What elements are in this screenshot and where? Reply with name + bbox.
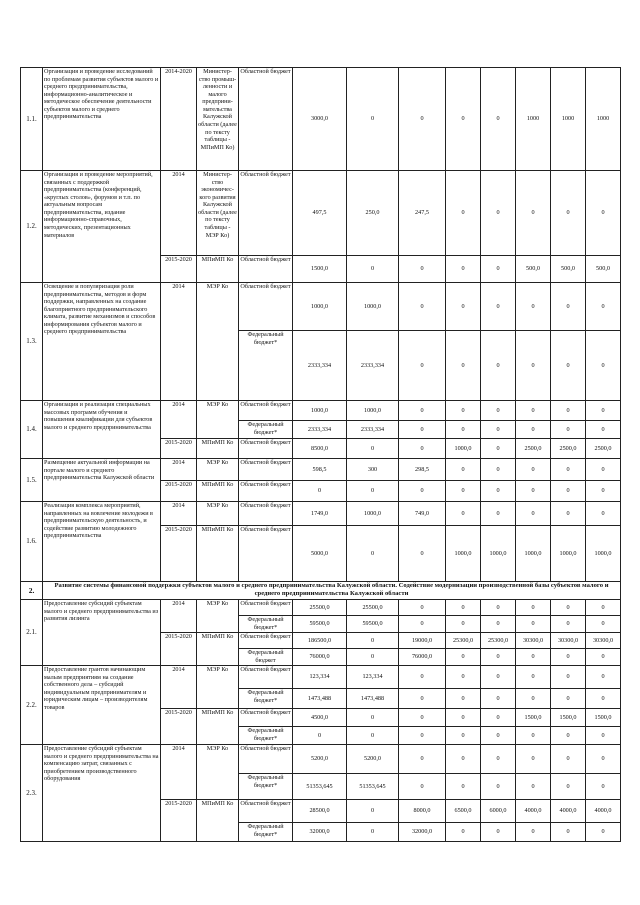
executor-cell: МЭР Ко bbox=[197, 283, 239, 401]
amount-cell: 0 bbox=[551, 649, 586, 666]
amount-cell: 1000,0 bbox=[481, 526, 516, 582]
amount-cell: 51353,645 bbox=[293, 774, 347, 800]
funding-source: Областной бюджет bbox=[239, 256, 293, 283]
item-number: 1.3. bbox=[21, 283, 43, 401]
amount-cell: 30300,0 bbox=[551, 633, 586, 649]
amount-cell: 0 bbox=[551, 600, 586, 616]
amount-cell: 298,5 bbox=[399, 459, 446, 481]
amount-cell: 0 bbox=[516, 649, 551, 666]
amount-cell: 2333,334 bbox=[347, 421, 399, 439]
amount-cell: 0 bbox=[516, 666, 551, 689]
amount-cell: 2500,0 bbox=[516, 439, 551, 459]
amount-cell: 19000,0 bbox=[399, 633, 446, 649]
amount-cell: 0 bbox=[399, 526, 446, 582]
amount-cell: 0 bbox=[551, 616, 586, 633]
item-name: Организация и проведение мероприятий, связанных с поддержкой предпринимательства (конференций, «круглых столов», форумов и т.п. по актуальным вопросам предпринимательства, издание информационно-справочных, методических, презентационных материалов bbox=[43, 171, 161, 283]
amount-cell: 0 bbox=[516, 823, 551, 842]
amount-cell: 8000,0 bbox=[399, 800, 446, 823]
amount-cell: 25500,0 bbox=[347, 600, 399, 616]
amount-cell: 0 bbox=[551, 283, 586, 331]
amount-cell: 0 bbox=[516, 774, 551, 800]
amount-cell: 0 bbox=[551, 689, 586, 709]
executor-cell: МЭР Ко bbox=[197, 502, 239, 526]
years-cell: 2014 bbox=[161, 401, 197, 439]
amount-cell: 0 bbox=[347, 68, 399, 171]
amount-cell: 123,334 bbox=[293, 666, 347, 689]
amount-cell: 0 bbox=[446, 283, 481, 331]
amount-cell: 0 bbox=[446, 171, 481, 256]
item-name: Освещение и популяризация роли предпринимательства, методов и форм поддержки, направленных на создание благоприятного предпринимательского климата, развитие механизмов и способов информирования субъектов малого и среднего предпринимательства bbox=[43, 283, 161, 401]
amount-cell: 8500,0 bbox=[293, 439, 347, 459]
amount-cell: 0 bbox=[586, 823, 621, 842]
amount-cell: 0 bbox=[551, 727, 586, 745]
amount-cell: 0 bbox=[347, 800, 399, 823]
amount-cell: 598,5 bbox=[293, 459, 347, 481]
amount-cell: 0 bbox=[481, 283, 516, 331]
amount-cell: 0 bbox=[516, 401, 551, 421]
amount-cell: 5200,0 bbox=[293, 745, 347, 774]
amount-cell: 0 bbox=[446, 709, 481, 727]
funding-source: Областной бюджет bbox=[239, 439, 293, 459]
amount-cell: 51353,645 bbox=[347, 774, 399, 800]
item-name: Предоставление субсидий субъектам малого и среднего предпринимательства из развития лизинга bbox=[43, 600, 161, 666]
table-row bbox=[21, 68, 621, 171]
executor-cell: МЭР Ко bbox=[197, 459, 239, 481]
funding-source: Областной бюджет bbox=[239, 745, 293, 774]
amount-cell: 28500,0 bbox=[293, 800, 347, 823]
amount-cell: 25300,0 bbox=[481, 633, 516, 649]
funding-source: Федеральный бюджет* bbox=[239, 421, 293, 439]
amount-cell: 0 bbox=[551, 481, 586, 502]
executor-cell: МЭР Ко bbox=[197, 401, 239, 439]
amount-cell: 1500,0 bbox=[586, 709, 621, 727]
amount-cell: 497,5 bbox=[293, 171, 347, 256]
amount-cell: 1473,488 bbox=[293, 689, 347, 709]
amount-cell: 76000,0 bbox=[293, 649, 347, 666]
amount-cell: 0 bbox=[481, 774, 516, 800]
amount-cell: 0 bbox=[481, 68, 516, 171]
amount-cell: 30300,0 bbox=[516, 633, 551, 649]
funding-source: Областной бюджет bbox=[239, 502, 293, 526]
amount-cell: 0 bbox=[586, 401, 621, 421]
amount-cell: 0 bbox=[399, 600, 446, 616]
amount-cell: 0 bbox=[551, 171, 586, 256]
funding-source: Областной бюджет bbox=[239, 600, 293, 616]
amount-cell: 0 bbox=[399, 481, 446, 502]
amount-cell: 0 bbox=[551, 502, 586, 526]
years-cell: 2014 bbox=[161, 666, 197, 709]
amount-cell: 1000,0 bbox=[347, 502, 399, 526]
executor-cell: МПиМП Ко bbox=[197, 481, 239, 502]
amount-cell: 0 bbox=[481, 666, 516, 689]
table-row bbox=[21, 401, 621, 421]
amount-cell: 59500,0 bbox=[347, 616, 399, 633]
amount-cell: 0 bbox=[586, 283, 621, 331]
item-number: 1.1. bbox=[21, 68, 43, 171]
executor-cell: МЭР Ко bbox=[197, 745, 239, 800]
amount-cell: 1749,0 bbox=[293, 502, 347, 526]
item-number: 1.4. bbox=[21, 401, 43, 459]
amount-cell: 186500,0 bbox=[293, 633, 347, 649]
years-cell: 2014-2020 bbox=[161, 68, 197, 171]
amount-cell: 2333,334 bbox=[293, 331, 347, 401]
amount-cell: 1000,0 bbox=[293, 401, 347, 421]
amount-cell: 250,0 bbox=[347, 171, 399, 256]
table-row bbox=[21, 600, 621, 616]
amount-cell: 6500,0 bbox=[446, 800, 481, 823]
years-cell: 2014 bbox=[161, 502, 197, 526]
item-number: 2.2. bbox=[21, 666, 43, 745]
amount-cell: 0 bbox=[446, 331, 481, 401]
amount-cell: 0 bbox=[347, 823, 399, 842]
amount-cell: 0 bbox=[399, 616, 446, 633]
amount-cell: 0 bbox=[399, 727, 446, 745]
executor-cell: МПиМП Ко bbox=[197, 526, 239, 582]
amount-cell: 2500,0 bbox=[551, 439, 586, 459]
amount-cell: 1473,488 bbox=[347, 689, 399, 709]
table-row bbox=[21, 666, 621, 689]
amount-cell: 0 bbox=[481, 709, 516, 727]
amount-cell: 0 bbox=[399, 745, 446, 774]
funding-source: Областной бюджет bbox=[239, 666, 293, 689]
funding-source: Областной бюджет bbox=[239, 709, 293, 727]
amount-cell: 0 bbox=[481, 439, 516, 459]
amount-cell: 0 bbox=[481, 256, 516, 283]
amount-cell: 1000,0 bbox=[446, 526, 481, 582]
amount-cell: 6000,0 bbox=[481, 800, 516, 823]
funding-source: Федеральный бюджет* bbox=[239, 774, 293, 800]
item-number: 1.5. bbox=[21, 459, 43, 502]
executor-cell: Министер-ство промыш-ленности и малого предприни-мательства Калужской области (далее по тексту таблицы - МПиМП Ко) bbox=[197, 68, 239, 171]
amount-cell: 0 bbox=[586, 600, 621, 616]
years-cell: 2015-2020 bbox=[161, 526, 197, 582]
amount-cell: 1000,0 bbox=[516, 526, 551, 582]
amount-cell: 0 bbox=[481, 616, 516, 633]
amount-cell: 0 bbox=[551, 774, 586, 800]
amount-cell: 0 bbox=[399, 68, 446, 171]
section-title: Развитие системы финансовой поддержки субъектов малого и среднего предпринимательства Калужской области. Содействие модернизации производственной базы субъектов малого и среднего предпринимательства Калужской области bbox=[43, 582, 621, 600]
amount-cell: 0 bbox=[446, 459, 481, 481]
amount-cell: 0 bbox=[446, 727, 481, 745]
amount-cell: 0 bbox=[516, 331, 551, 401]
amount-cell: 0 bbox=[551, 421, 586, 439]
amount-cell: 1500,0 bbox=[293, 256, 347, 283]
amount-cell: 0 bbox=[399, 401, 446, 421]
amount-cell: 0 bbox=[586, 171, 621, 256]
amount-cell: 32000,0 bbox=[293, 823, 347, 842]
table-row bbox=[21, 459, 621, 481]
amount-cell: 25500,0 bbox=[293, 600, 347, 616]
amount-cell: 0 bbox=[586, 745, 621, 774]
amount-cell: 0 bbox=[446, 481, 481, 502]
amount-cell: 0 bbox=[446, 401, 481, 421]
amount-cell: 500,0 bbox=[586, 256, 621, 283]
amount-cell: 500,0 bbox=[516, 256, 551, 283]
amount-cell: 0 bbox=[481, 421, 516, 439]
amount-cell: 0 bbox=[399, 709, 446, 727]
amount-cell: 0 bbox=[516, 502, 551, 526]
amount-cell: 0 bbox=[446, 502, 481, 526]
years-cell: 2014 bbox=[161, 745, 197, 800]
amount-cell: 0 bbox=[481, 745, 516, 774]
amount-cell: 76000,0 bbox=[399, 649, 446, 666]
amount-cell: 0 bbox=[481, 727, 516, 745]
amount-cell: 1000,0 bbox=[551, 526, 586, 582]
amount-cell: 1000,0 bbox=[347, 401, 399, 421]
item-name: Предоставление субсидий субъектам малого и среднего предпринимательства на компенсацию затрат, связанных с приобретением производственного оборудования bbox=[43, 745, 161, 842]
amount-cell: 5200,0 bbox=[347, 745, 399, 774]
amount-cell: 4500,0 bbox=[293, 709, 347, 727]
amount-cell: 0 bbox=[516, 481, 551, 502]
amount-cell: 30300,0 bbox=[586, 633, 621, 649]
amount-cell: 2333,334 bbox=[347, 331, 399, 401]
amount-cell: 5000,0 bbox=[293, 526, 347, 582]
amount-cell: 1000 bbox=[551, 68, 586, 171]
amount-cell: 59500,0 bbox=[293, 616, 347, 633]
amount-cell: 0 bbox=[399, 666, 446, 689]
amount-cell: 0 bbox=[516, 459, 551, 481]
amount-cell: 1000,0 bbox=[586, 526, 621, 582]
years-cell: 2015-2020 bbox=[161, 800, 197, 842]
item-name: Предоставление грантов начинающим малым предприятиям на создание собственного дела – субсидий индивидуальным предпринимателям и юридическим лицам – производителям товаров bbox=[43, 666, 161, 745]
amount-cell: 2333,334 bbox=[293, 421, 347, 439]
amount-cell: 0 bbox=[481, 823, 516, 842]
funding-source: Федеральный бюджет* bbox=[239, 616, 293, 633]
funding-source: Областной бюджет bbox=[239, 283, 293, 331]
amount-cell: 0 bbox=[551, 331, 586, 401]
funding-source: Областной бюджет bbox=[239, 401, 293, 421]
executor-cell: МПиМП Ко bbox=[197, 256, 239, 283]
amount-cell: 0 bbox=[347, 526, 399, 582]
amount-cell: 0 bbox=[516, 745, 551, 774]
amount-cell: 123,334 bbox=[347, 666, 399, 689]
funding-source: Федеральный бюджет* bbox=[239, 727, 293, 745]
item-name: Организация и проведение исследований по проблемам развития субъектов малого и среднего предпринимательства, информационно-аналитическое и методическое обеспечение деятельности субъектов малого и среднего предпринимательства bbox=[43, 68, 161, 171]
amount-cell: 0 bbox=[551, 666, 586, 689]
amount-cell: 0 bbox=[516, 283, 551, 331]
amount-cell: 0 bbox=[481, 649, 516, 666]
amount-cell: 4000,0 bbox=[516, 800, 551, 823]
executor-cell: МПиМП Ко bbox=[197, 709, 239, 745]
funding-source: Областной бюджет bbox=[239, 633, 293, 649]
amount-cell: 0 bbox=[586, 727, 621, 745]
table-row bbox=[21, 745, 621, 774]
amount-cell: 0 bbox=[516, 171, 551, 256]
executor-cell: МПиМП Ко bbox=[197, 800, 239, 842]
amount-cell: 0 bbox=[586, 502, 621, 526]
years-cell: 2015-2020 bbox=[161, 709, 197, 745]
amount-cell: 1000,0 bbox=[347, 283, 399, 331]
amount-cell: 0 bbox=[347, 727, 399, 745]
amount-cell: 0 bbox=[586, 331, 621, 401]
table-row bbox=[21, 283, 621, 331]
table-row bbox=[21, 502, 621, 526]
amount-cell: 25300,0 bbox=[446, 633, 481, 649]
amount-cell: 0 bbox=[446, 774, 481, 800]
executor-cell: МПиМП Ко bbox=[197, 633, 239, 666]
amount-cell: 0 bbox=[399, 421, 446, 439]
years-cell: 2014 bbox=[161, 459, 197, 481]
item-number: 1.6. bbox=[21, 502, 43, 582]
amount-cell: 1500,0 bbox=[551, 709, 586, 727]
executor-cell: Министер-ство экономичес-кого развития Калужской области (далее по тексту таблицы - МЭР Ко) bbox=[197, 171, 239, 256]
amount-cell: 0 bbox=[446, 600, 481, 616]
amount-cell: 0 bbox=[516, 727, 551, 745]
amount-cell: 0 bbox=[347, 439, 399, 459]
amount-cell: 1000,0 bbox=[446, 439, 481, 459]
amount-cell: 0 bbox=[516, 421, 551, 439]
amount-cell: 0 bbox=[399, 774, 446, 800]
amount-cell: 0 bbox=[586, 481, 621, 502]
amount-cell: 0 bbox=[481, 689, 516, 709]
amount-cell: 0 bbox=[347, 481, 399, 502]
amount-cell: 0 bbox=[399, 283, 446, 331]
amount-cell: 0 bbox=[551, 459, 586, 481]
amount-cell: 0 bbox=[347, 709, 399, 727]
amount-cell: 0 bbox=[399, 689, 446, 709]
amount-cell: 3000,0 bbox=[293, 68, 347, 171]
amount-cell: 0 bbox=[586, 689, 621, 709]
item-number: 1.2. bbox=[21, 171, 43, 283]
amount-cell: 0 bbox=[481, 459, 516, 481]
amount-cell: 1500,0 bbox=[516, 709, 551, 727]
amount-cell: 0 bbox=[516, 600, 551, 616]
funding-source: Областной бюджет bbox=[239, 459, 293, 481]
amount-cell: 0 bbox=[586, 774, 621, 800]
amount-cell: 0 bbox=[481, 502, 516, 526]
amount-cell: 1000 bbox=[586, 68, 621, 171]
funding-source: Областной бюджет bbox=[239, 800, 293, 823]
amount-cell: 749,0 bbox=[399, 502, 446, 526]
section-row bbox=[21, 582, 621, 600]
amount-cell: 4000,0 bbox=[551, 800, 586, 823]
program-activities-table bbox=[20, 67, 621, 842]
funding-source: Областной бюджет bbox=[239, 171, 293, 256]
amount-cell: 32000,0 bbox=[399, 823, 446, 842]
item-number: 2.3. bbox=[21, 745, 43, 842]
amount-cell: 0 bbox=[481, 171, 516, 256]
years-cell: 2014 bbox=[161, 283, 197, 401]
funding-source: Федеральный бюджет* bbox=[239, 689, 293, 709]
years-cell: 2014 bbox=[161, 600, 197, 633]
amount-cell: 0 bbox=[446, 256, 481, 283]
amount-cell: 0 bbox=[551, 823, 586, 842]
amount-cell: 0 bbox=[516, 616, 551, 633]
years-cell: 2015-2020 bbox=[161, 633, 197, 666]
amount-cell: 0 bbox=[347, 256, 399, 283]
amount-cell: 0 bbox=[586, 666, 621, 689]
amount-cell: 0 bbox=[516, 689, 551, 709]
table-row bbox=[21, 171, 621, 256]
executor-cell: МЭР Ко bbox=[197, 666, 239, 709]
funding-source: Федеральный бюджет bbox=[239, 649, 293, 666]
program-table-page bbox=[20, 67, 621, 842]
funding-source: Федеральный бюджет* bbox=[239, 823, 293, 842]
amount-cell: 1000,0 bbox=[293, 283, 347, 331]
amount-cell: 0 bbox=[446, 421, 481, 439]
years-cell: 2015-2020 bbox=[161, 481, 197, 502]
amount-cell: 0 bbox=[446, 68, 481, 171]
amount-cell: 247,5 bbox=[399, 171, 446, 256]
amount-cell: 0 bbox=[551, 745, 586, 774]
amount-cell: 300 bbox=[347, 459, 399, 481]
amount-cell: 0 bbox=[481, 481, 516, 502]
amount-cell: 0 bbox=[586, 616, 621, 633]
item-number: 2.1. bbox=[21, 600, 43, 666]
amount-cell: 0 bbox=[347, 649, 399, 666]
amount-cell: 1000 bbox=[516, 68, 551, 171]
amount-cell: 0 bbox=[399, 439, 446, 459]
funding-source: Областной бюджет bbox=[239, 68, 293, 171]
years-cell: 2015-2020 bbox=[161, 256, 197, 283]
executor-cell: МЭР Ко bbox=[197, 600, 239, 633]
amount-cell: 0 bbox=[481, 600, 516, 616]
amount-cell: 0 bbox=[481, 331, 516, 401]
amount-cell: 0 bbox=[446, 666, 481, 689]
amount-cell: 0 bbox=[551, 401, 586, 421]
amount-cell: 0 bbox=[446, 745, 481, 774]
amount-cell: 0 bbox=[347, 633, 399, 649]
amount-cell: 0 bbox=[293, 481, 347, 502]
amount-cell: 4000,0 bbox=[586, 800, 621, 823]
years-cell: 2015-2020 bbox=[161, 439, 197, 459]
amount-cell: 0 bbox=[586, 421, 621, 439]
amount-cell: 0 bbox=[586, 459, 621, 481]
amount-cell: 0 bbox=[293, 727, 347, 745]
section-number: 2. bbox=[21, 582, 43, 600]
amount-cell: 0 bbox=[481, 401, 516, 421]
amount-cell: 2500,0 bbox=[586, 439, 621, 459]
amount-cell: 0 bbox=[586, 649, 621, 666]
funding-source: Областной бюджет bbox=[239, 481, 293, 502]
amount-cell: 500,0 bbox=[551, 256, 586, 283]
executor-cell: МПиМП Ко bbox=[197, 439, 239, 459]
item-name: Размещение актуальной информации на портале малого и среднего предпринимательства Калужской области bbox=[43, 459, 161, 502]
item-name: Реализация комплекса мероприятий, направленных на вовлечение молодежи в предпринимательскую деятельность, и содействие развитию молодежного предпринимательства bbox=[43, 502, 161, 582]
amount-cell: 0 bbox=[446, 649, 481, 666]
amount-cell: 0 bbox=[446, 616, 481, 633]
funding-source: Областной бюджет bbox=[239, 526, 293, 582]
amount-cell: 0 bbox=[399, 331, 446, 401]
funding-source: Федеральный бюджет* bbox=[239, 331, 293, 401]
amount-cell: 0 bbox=[399, 256, 446, 283]
amount-cell: 0 bbox=[446, 689, 481, 709]
years-cell: 2014 bbox=[161, 171, 197, 256]
amount-cell: 0 bbox=[446, 823, 481, 842]
item-name: Организация и реализация специальных массовых программ обучения и повышения квалификации для субъектов малого и среднего предпринимательства bbox=[43, 401, 161, 459]
